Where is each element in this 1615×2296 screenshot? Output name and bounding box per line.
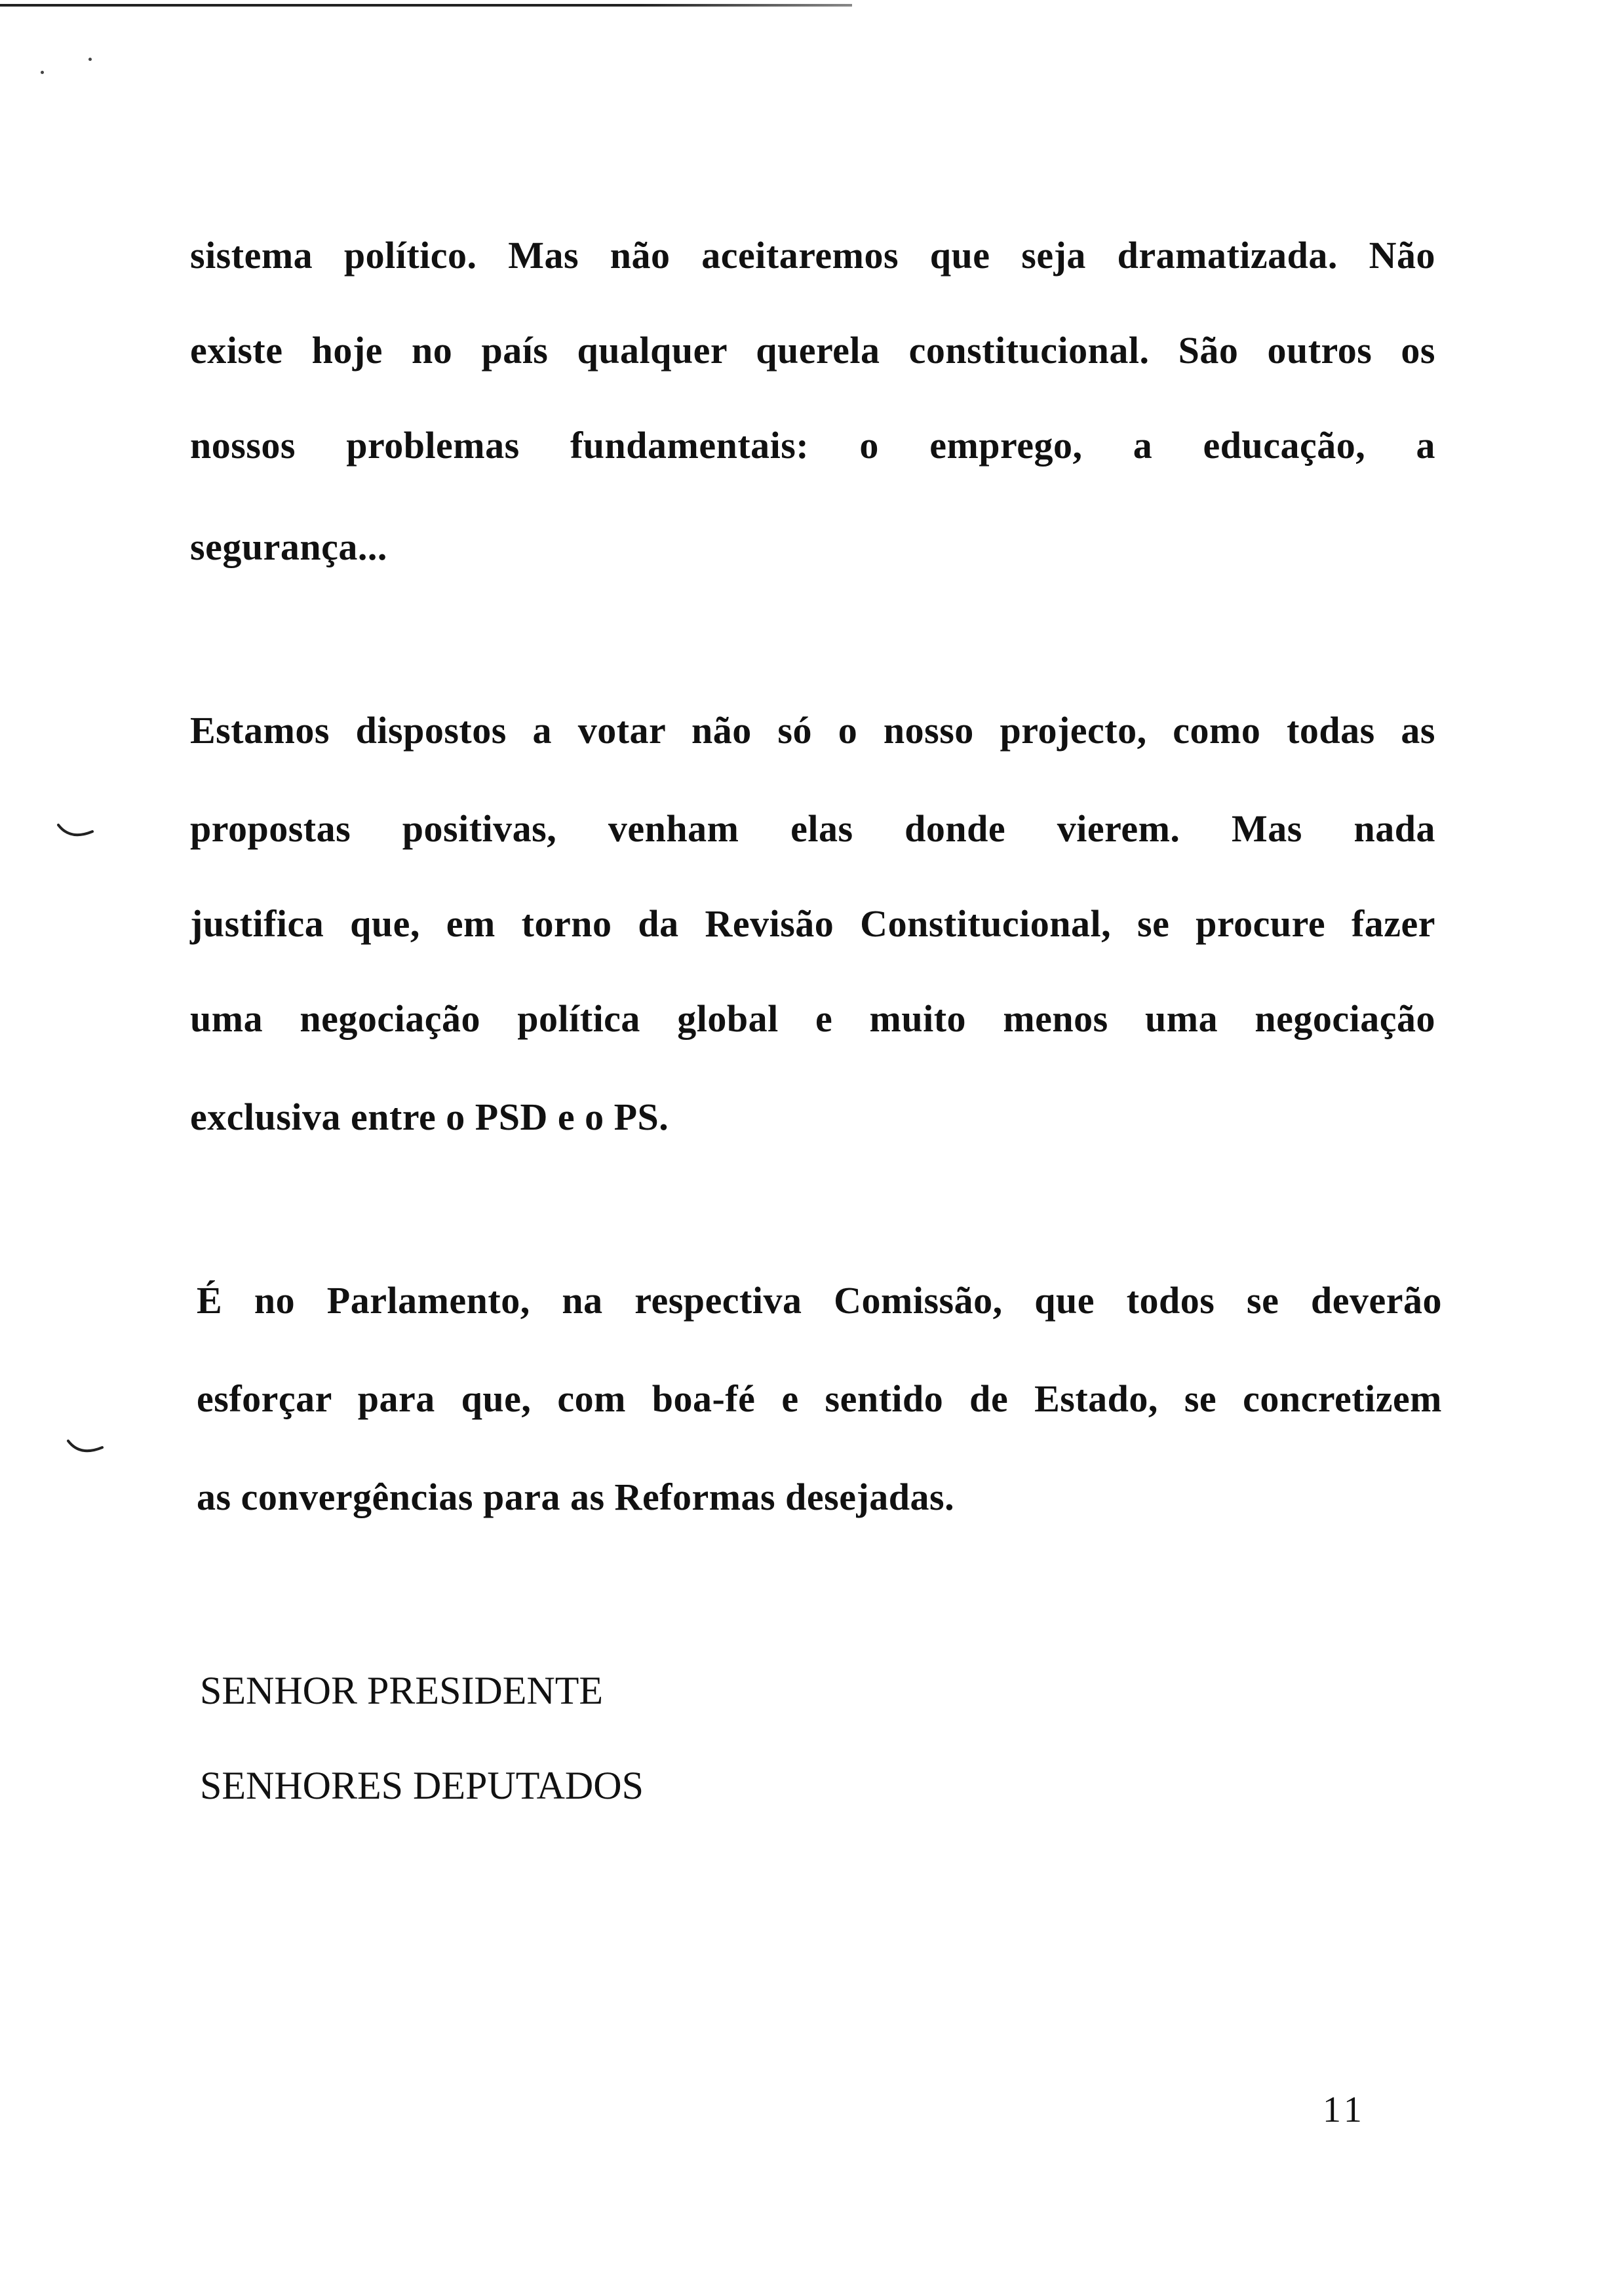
paragraph-line: sistema político. Mas não aceitaremos que seja dramatizada. Não [190, 234, 1435, 277]
page-number: 11 [1323, 2090, 1366, 2130]
scan-speck [41, 71, 44, 74]
scan-speck [88, 58, 92, 61]
paragraph-line: exclusiva entre o PSD e o PS. [190, 1096, 669, 1138]
paragraph-line: nossos problemas fundamentais: o emprego, a educação, a [190, 424, 1435, 467]
paragraph-line: É no Parlamento, na respectiva Comissão, que todos se deverão [197, 1279, 1442, 1322]
margin-check-mark [56, 822, 95, 842]
top-scan-rule [0, 4, 852, 7]
paragraph-line: justifica que, em torno da Revisão Constitucional, se procure fazer [190, 902, 1435, 945]
paragraph-line: segurança... [190, 526, 387, 568]
margin-check-mark [66, 1438, 105, 1458]
paragraph-line: Estamos dispostos a votar não só o nosso projecto, como todas as [190, 709, 1435, 752]
salutation-line: SENHORES DEPUTADOS [200, 1764, 644, 1807]
paragraph-line: propostas positivas, venham elas donde vierem. Mas nada [190, 807, 1435, 850]
salutation-line: SENHOR PRESIDENTE [200, 1669, 604, 1712]
paragraph-line: existe hoje no país qualquer querela constitucional. São outros os [190, 329, 1435, 372]
paragraph-line: esforçar para que, com boa-fé e sentido de Estado, se concretizem [197, 1377, 1442, 1420]
paragraph-line: as convergências para as Reformas desejadas. [197, 1476, 955, 1518]
paragraph-line: uma negociação política global e muito menos uma negociação [190, 997, 1435, 1040]
